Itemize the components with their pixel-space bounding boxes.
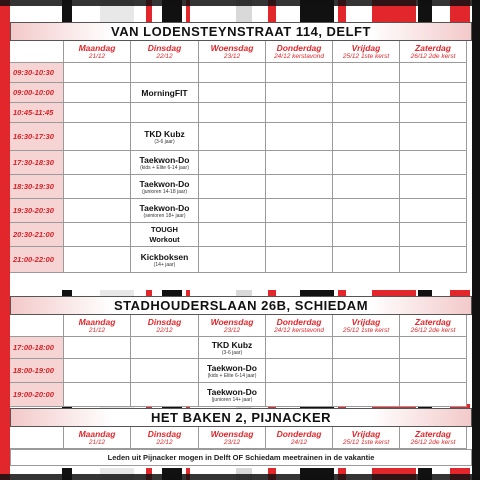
- class-cell: [131, 199, 199, 223]
- schedule-cell: [199, 199, 266, 223]
- schedule-cell: [131, 359, 199, 383]
- location-title: VAN LODENSTEYNSTRAAT 114, DELFT: [111, 24, 371, 39]
- time-slot: 21:00-22:00: [10, 247, 64, 273]
- schedule-cell: [266, 223, 333, 247]
- location-title: HET BAKEN 2, PIJNACKER: [150, 410, 332, 425]
- class-cell: [199, 383, 266, 407]
- class-title: Taekwon-Do: [207, 386, 257, 397]
- schedule-cell: [64, 337, 131, 359]
- header-day: Zaterdag 26/12 2de kerst: [400, 427, 467, 449]
- schedule-cell: [333, 175, 400, 199]
- location-banner-delft: [10, 22, 472, 41]
- header-corner: [10, 315, 64, 337]
- header-corner: [10, 41, 64, 63]
- header-day: Donderdag 24/12: [266, 427, 333, 449]
- schedule-cell: [64, 223, 131, 247]
- class-age: (3-6 jaar): [221, 349, 243, 356]
- schedule-cell: [400, 383, 467, 407]
- schedule-cell: [333, 383, 400, 407]
- schedule-cell: [64, 247, 131, 273]
- time-slot: 17:00-18:00: [10, 337, 64, 359]
- class-age: (senioren 18+ jaar): [143, 212, 186, 219]
- schedule-cell: [400, 63, 467, 83]
- schedule-cell: [64, 151, 131, 175]
- schedule-cell: [199, 247, 266, 273]
- schedule-cell: [333, 63, 400, 83]
- location-banner-pijnacker: [10, 408, 472, 427]
- location-banner-schiedam: [10, 296, 472, 315]
- time-slot: 17:30-18:30: [10, 151, 64, 175]
- header-day: Woensdag 23/12: [199, 315, 266, 337]
- class-cell: [199, 359, 266, 383]
- class-title: Taekwon-Do: [207, 362, 257, 373]
- header-day: Vrijdag 25/12 1ste kerst: [333, 427, 400, 449]
- schedule-cell: [131, 103, 199, 123]
- schedule-cell: [333, 223, 400, 247]
- class-title: Kickboksen: [140, 251, 189, 262]
- class-age: (junioren 14-18 jaar): [141, 188, 188, 195]
- schedule-cell: [199, 223, 266, 247]
- header-day: Vrijdag 25/12 1ste kerst: [333, 315, 400, 337]
- schedule-cell: [400, 199, 467, 223]
- class-title: Taekwon-Do: [139, 202, 190, 213]
- header-day: Maandag 21/12: [64, 41, 131, 63]
- schedule-cell: [266, 337, 333, 359]
- section-pijnacker: [10, 408, 472, 468]
- schedule-cell: [400, 337, 467, 359]
- schedule-cell: [199, 151, 266, 175]
- class-title: Taekwon-Do: [139, 154, 190, 165]
- header-day: Woensdag 23/12: [199, 427, 266, 449]
- class-cell: [131, 83, 199, 103]
- schedule-cell: [333, 151, 400, 175]
- schedule-cell: [333, 199, 400, 223]
- header-day: Donderdag 24/12 kerstavond: [266, 315, 333, 337]
- schedule-cell: [199, 123, 266, 151]
- header-day: Donderdag 24/12 kerstavond: [266, 41, 333, 63]
- class-title: Taekwon-Do: [139, 178, 190, 189]
- time-slot: 10:45-11:45: [10, 103, 64, 123]
- schedule-cell: [333, 359, 400, 383]
- class-cell: [131, 123, 199, 151]
- schedule-cell: [266, 247, 333, 273]
- schedule-table-delft: [10, 41, 467, 273]
- class-title: TKD Kubz: [211, 339, 253, 350]
- schedule-cell: [333, 123, 400, 151]
- header-day: Maandag 21/12: [64, 427, 131, 449]
- schedule-cell: [266, 83, 333, 103]
- location-title: STADHOUDERSLAAN 26B, SCHIEDAM: [113, 298, 369, 313]
- schedule-cell: [64, 359, 131, 383]
- schedule-cell: [266, 63, 333, 83]
- schedule-cell: [266, 151, 333, 175]
- header-day: Zaterdag 26/12 2de kerst: [400, 315, 467, 337]
- schedule-cell: [400, 247, 467, 273]
- class-title: TOUGH: [151, 224, 178, 234]
- pijnacker-note: Leden uit Pijnacker mogen in Delft OF Schiedam meetrainen in de vakantie: [10, 449, 472, 466]
- header-day: Zaterdag 26/12 2de kerst: [400, 41, 467, 63]
- time-slot: 09:30-10:30: [10, 63, 64, 83]
- schedule-cell: [266, 383, 333, 407]
- header-corner: [10, 427, 64, 449]
- header-day: Dinsdag 22/12: [131, 315, 199, 337]
- schedule-cell: [333, 103, 400, 123]
- schedule-cell: [400, 123, 467, 151]
- schedule-cell: [199, 103, 266, 123]
- schedule-cell: [266, 175, 333, 199]
- time-slot: 18:00-19:00: [10, 359, 64, 383]
- time-slot: 19:00-20:00: [10, 383, 64, 407]
- schedule-cell: [400, 151, 467, 175]
- schedule-cell: [64, 383, 131, 407]
- schedule-cell: [266, 199, 333, 223]
- class-cell: [131, 247, 199, 273]
- section-delft: [10, 22, 472, 290]
- time-slot: 20:30-21:00: [10, 223, 64, 247]
- schedule-cell: [266, 123, 333, 151]
- schedule-cell: [400, 103, 467, 123]
- header-day: Vrijdag 25/12 1ste kerst: [333, 41, 400, 63]
- class-age: (3-6 jaar): [154, 138, 175, 145]
- class-age: (junioren 14+ jaar): [211, 396, 253, 403]
- schedule-cell: [131, 63, 199, 83]
- schedule-cell: [199, 63, 266, 83]
- class-cell: [131, 223, 199, 247]
- schedule-cell: [199, 175, 266, 199]
- section-schiedam: [10, 296, 472, 404]
- class-cell: [131, 175, 199, 199]
- schedule-cell: [199, 83, 266, 103]
- schedule-cell: [266, 359, 333, 383]
- class-title: TKD Kubz: [144, 128, 185, 139]
- schedule-cell: [266, 103, 333, 123]
- schedule-cell: [333, 83, 400, 103]
- class-title: MorningFIT: [141, 87, 188, 98]
- header-day: Maandag 21/12: [64, 315, 131, 337]
- time-slot: 09:00-10:00: [10, 83, 64, 103]
- schedule-cell: [64, 83, 131, 103]
- header-day: Dinsdag 22/12: [131, 427, 199, 449]
- schedule-cell: [131, 383, 199, 407]
- schedule-cell: [64, 123, 131, 151]
- schedule-table-pijnacker: [10, 427, 467, 449]
- schedule-cell: [64, 199, 131, 223]
- schedule-cell: [400, 175, 467, 199]
- schedule-table-schiedam: [10, 315, 467, 407]
- schedule-cell: [333, 247, 400, 273]
- class-age: (kids + Elite 6-14 jaar): [140, 164, 189, 171]
- schedule-cell: [333, 337, 400, 359]
- schedule-cell: [400, 223, 467, 247]
- time-slot: 19:30-20:30: [10, 199, 64, 223]
- schedule-cell: [64, 175, 131, 199]
- schedule-cell: [400, 83, 467, 103]
- schedule-cell: [64, 103, 131, 123]
- schedule-cell: [131, 337, 199, 359]
- time-slot: 16:30-17:30: [10, 123, 64, 151]
- schedule-cell: [400, 359, 467, 383]
- class-cell: [199, 337, 266, 359]
- schedule-cell: [64, 63, 131, 83]
- class-cell: [131, 151, 199, 175]
- class-title-line2: Workout: [149, 234, 180, 244]
- header-day: Dinsdag 22/12: [131, 41, 199, 63]
- class-age: (kids + Elite 6-14 jaar): [207, 372, 257, 379]
- header-day: Woensdag 23/12: [199, 41, 266, 63]
- time-slot: 18:30-19:30: [10, 175, 64, 199]
- class-age: (14+ jaar): [153, 261, 176, 268]
